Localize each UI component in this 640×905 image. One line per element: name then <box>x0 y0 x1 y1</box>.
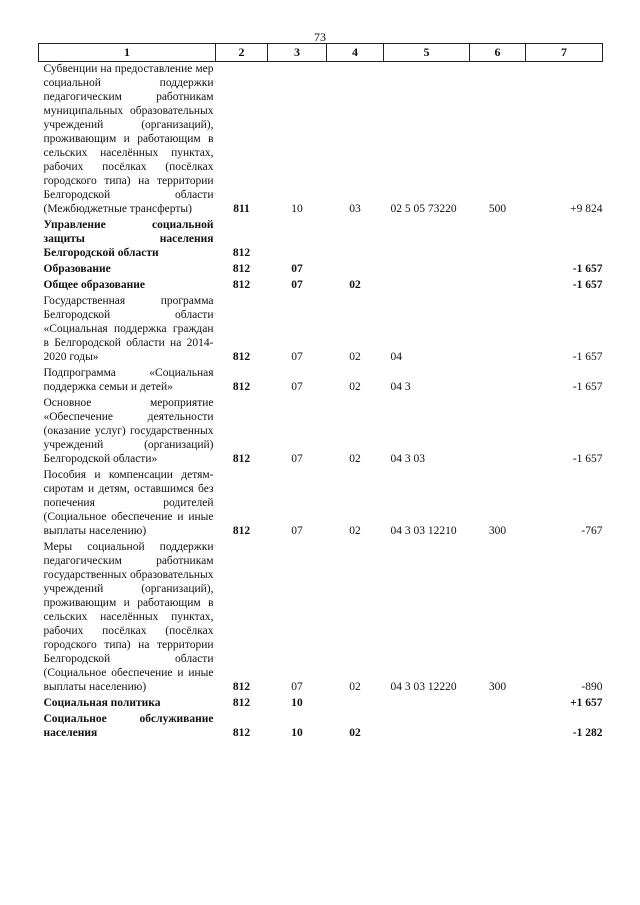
row-ministry-code: 812 <box>232 351 251 363</box>
row-section <box>268 216 327 260</box>
row-expense-type <box>470 260 526 276</box>
row-description: Общее образование <box>43 279 145 291</box>
header-col-1: 1 <box>39 44 216 62</box>
row-target-article: 04 3 03 <box>390 453 425 465</box>
row-section: 07 <box>291 453 303 465</box>
row-expense-type <box>470 710 526 740</box>
row-subsection: 02 <box>349 681 361 693</box>
row-description: Социальное обслуживание населения <box>43 713 214 739</box>
table-row <box>39 62 603 217</box>
row-subsection <box>327 216 384 260</box>
row-amount: -1 282 <box>572 727 603 739</box>
row-ministry-code: 812 <box>232 697 251 709</box>
row-amount: -1 657 <box>572 453 603 465</box>
header-col-7: 7 <box>526 44 603 62</box>
row-section: 07 <box>291 351 303 363</box>
table-row <box>39 710 603 740</box>
row-description: Государственная программа Белгородской области «Социальная поддержка граждан в Белгородской области на 2014-2020 годы» <box>43 295 214 363</box>
row-subsection <box>327 694 384 710</box>
header-col-6: 6 <box>470 44 526 62</box>
row-target-article <box>384 694 470 710</box>
row-ministry-code: 812 <box>232 681 251 693</box>
row-section: 10 <box>291 203 303 215</box>
row-amount: +9 824 <box>570 203 603 215</box>
row-description: Социальная политика <box>43 697 161 709</box>
row-description: Управление социальной защиты населения Белгородской области <box>43 219 214 259</box>
row-ministry-code: 812 <box>232 727 251 739</box>
header-col-3: 3 <box>268 44 327 62</box>
row-subsection: 02 <box>349 525 361 537</box>
header-row <box>39 44 603 62</box>
row-expense-type <box>470 364 526 394</box>
row-target-article: 04 3 <box>390 381 411 393</box>
row-description: Субвенции на предоставление мер социальной поддержки педагогическим работникам муниципальных образовательных учреждений (организаций), проживающим и работающим в сельских населённых пунктах, рабочих посёлках (посёлках городского типа) на территории Белгородской области (Межбюджетные трансферты) <box>43 63 214 215</box>
row-ministry-code: 812 <box>232 453 251 465</box>
budget-table <box>38 43 602 740</box>
table-row <box>39 292 603 364</box>
row-target-article <box>384 276 470 292</box>
row-expense-type <box>470 216 526 260</box>
table-row <box>39 394 603 466</box>
row-target-article: 04 <box>390 351 402 363</box>
row-section: 07 <box>291 525 303 537</box>
row-expense-type: 300 <box>488 681 507 693</box>
row-subsection: 02 <box>349 727 361 739</box>
row-subsection: 03 <box>349 203 361 215</box>
row-ministry-code: 812 <box>232 525 251 537</box>
row-expense-type <box>470 292 526 364</box>
row-amount <box>526 216 603 260</box>
table-row <box>39 466 603 538</box>
row-amount: -1 657 <box>572 279 603 291</box>
row-section: 07 <box>291 263 303 275</box>
row-amount: -1 657 <box>572 381 603 393</box>
row-section: 07 <box>291 381 303 393</box>
table-row <box>39 694 603 710</box>
row-amount: -767 <box>581 525 603 537</box>
row-expense-type <box>470 694 526 710</box>
row-target-article <box>384 260 470 276</box>
table-row <box>39 216 603 260</box>
row-target-article: 02 5 05 73220 <box>390 203 457 215</box>
row-ministry-code: 812 <box>232 381 251 393</box>
row-section: 07 <box>291 681 303 693</box>
row-amount: -1 657 <box>572 351 603 363</box>
row-ministry-code: 811 <box>233 203 250 215</box>
row-description: Пособия и компенсации детям-сиротам и детям, оставшимся без попечения родителей (Социальное обеспечение и иные выплаты населению) <box>43 469 214 537</box>
row-subsection: 02 <box>349 279 361 291</box>
table-row <box>39 364 603 394</box>
row-section: 10 <box>291 697 303 709</box>
header-col-5: 5 <box>384 44 470 62</box>
table-row <box>39 538 603 694</box>
row-section: 10 <box>291 727 303 739</box>
row-expense-type: 300 <box>488 525 507 537</box>
row-ministry-code: 812 <box>232 279 251 291</box>
row-target-article: 04 3 03 12220 <box>390 681 457 693</box>
header-col-2: 2 <box>216 44 268 62</box>
row-ministry-code: 812 <box>232 247 251 259</box>
row-target-article: 04 3 03 12210 <box>390 525 457 537</box>
row-subsection: 02 <box>349 351 361 363</box>
row-amount: -890 <box>581 681 603 693</box>
row-expense-type: 500 <box>488 203 507 215</box>
table-body <box>39 62 603 741</box>
row-ministry-code: 812 <box>232 263 251 275</box>
row-description: Меры социальной поддержки педагогическим работникам государственных образовательных учреждений (организаций), проживающим и работающим в сельских населённых пунктах, рабочих посёлках (посёлках городского типа) на территории Белгородской области (Социальное обеспечение и иные выплаты населению) <box>43 541 214 693</box>
row-amount: +1 657 <box>570 697 603 709</box>
table-row <box>39 260 603 276</box>
row-subsection <box>327 260 384 276</box>
row-subsection: 02 <box>349 453 361 465</box>
row-description: Подпрограмма «Социальная поддержка семьи и детей» <box>43 367 214 393</box>
row-target-article <box>384 710 470 740</box>
row-expense-type <box>470 394 526 466</box>
row-description: Образование <box>43 263 111 275</box>
row-expense-type <box>470 276 526 292</box>
table-row <box>39 276 603 292</box>
row-target-article <box>384 216 470 260</box>
row-section: 07 <box>291 279 303 291</box>
row-amount: -1 657 <box>572 263 603 275</box>
page-number: 73 <box>314 30 326 44</box>
row-subsection: 02 <box>349 381 361 393</box>
row-description: Основное мероприятие «Обеспечение деятельности (оказание услуг) государственных учреждений (организаций) Белгородской области» <box>43 397 214 465</box>
header-col-4: 4 <box>327 44 384 62</box>
